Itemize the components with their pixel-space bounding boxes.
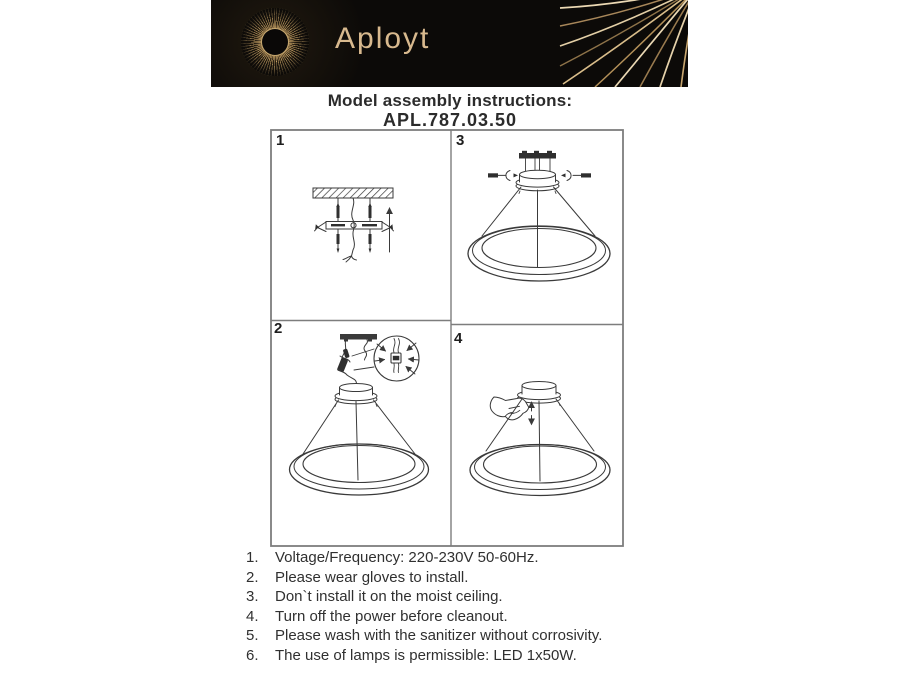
item-text: Please wash with the sanitizer without corrosivity. bbox=[275, 627, 603, 644]
step2-connect-wires bbox=[290, 334, 429, 495]
brand-logo-text: Aployt bbox=[335, 22, 431, 55]
item-number: 5. bbox=[246, 627, 259, 644]
item-number: 2. bbox=[246, 568, 259, 586]
item-number: 3. bbox=[246, 588, 259, 605]
model-number: APL.787.03.50 bbox=[382, 110, 518, 130]
list-item bbox=[244, 568, 674, 588]
item-text: Please wear gloves to install. bbox=[275, 568, 469, 586]
item-text: Voltage/Frequency: 220-230V 50-60Hz. bbox=[275, 549, 539, 566]
instruction-list bbox=[244, 548, 674, 665]
panel-number-4: 4 bbox=[454, 330, 463, 347]
item-text: The use of lamps is permissible: LED 1x50W. bbox=[275, 646, 577, 664]
item-number: 6. bbox=[246, 646, 259, 664]
title-block bbox=[0, 91, 900, 130]
item-number: 4. bbox=[246, 607, 259, 625]
list-item bbox=[244, 587, 674, 607]
list-item bbox=[244, 548, 674, 568]
item-number: 1. bbox=[246, 549, 259, 566]
assembly-diagram bbox=[270, 129, 624, 547]
item-text: Don`t install it on the moist ceiling. bbox=[275, 588, 503, 605]
step1-mounting-bracket bbox=[313, 188, 394, 262]
assembly-diagram-drawing bbox=[270, 129, 624, 547]
list-item bbox=[244, 646, 674, 666]
item-text: Turn off the power before cleanout. bbox=[275, 607, 508, 625]
sunburst-icon bbox=[241, 8, 309, 76]
panel-number-2: 2 bbox=[274, 320, 283, 337]
panel-number-3: 3 bbox=[456, 132, 465, 149]
page-title: Model assembly instructions: bbox=[327, 91, 573, 110]
brand-banner bbox=[211, 0, 688, 87]
step4-push-canopy bbox=[470, 382, 610, 496]
list-item bbox=[244, 626, 674, 646]
step3-fix-canopy bbox=[468, 151, 610, 281]
rays-icon bbox=[508, 0, 688, 87]
list-item bbox=[244, 607, 674, 627]
panel-number-1: 1 bbox=[276, 132, 285, 149]
